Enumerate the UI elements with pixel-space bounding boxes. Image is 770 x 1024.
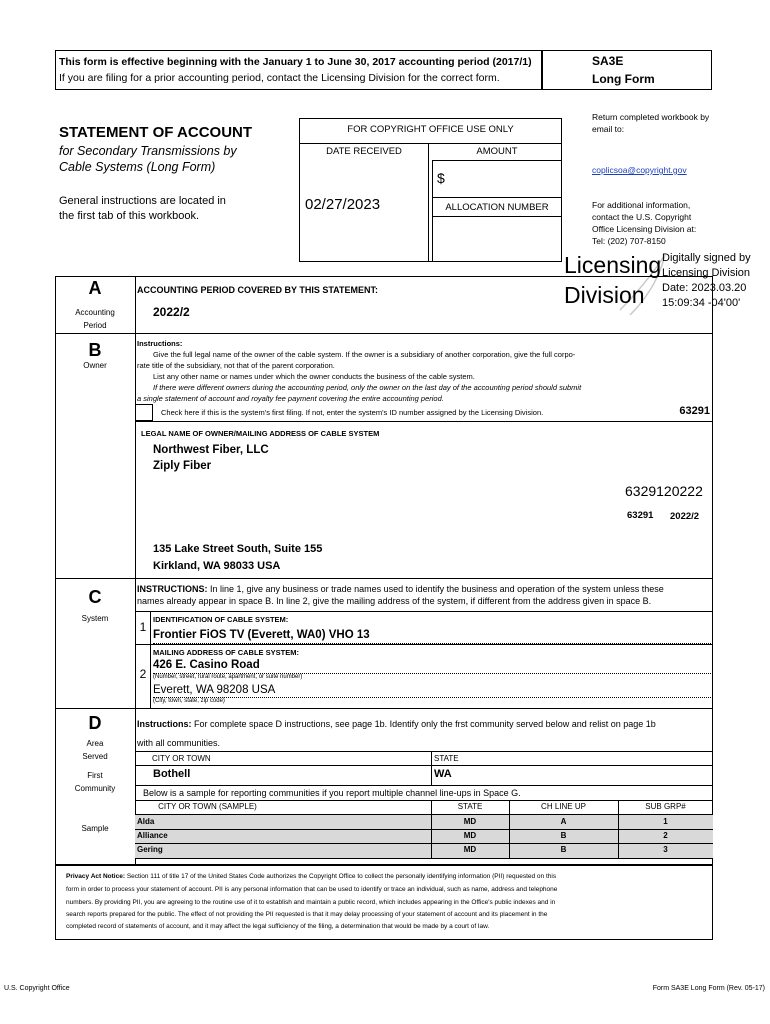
section-c-num-divider <box>150 611 151 708</box>
system-line-1-num: 1 <box>139 620 147 634</box>
section-c-mid-line <box>135 644 713 645</box>
first-filing-text: Check here if this is the system's first filing. If not, enter the system's ID number assigned by the Licensing Division. <box>161 408 544 417</box>
table-row-state: MD <box>463 817 477 826</box>
table-row-city: Alliance <box>137 831 168 840</box>
section-c-bottom <box>55 708 713 709</box>
section-a-label-1: Accounting <box>75 308 115 317</box>
section-a-bottom <box>55 333 713 334</box>
first-community-2: Community <box>74 784 116 793</box>
sample-note-line <box>135 800 713 801</box>
owner-id-small: 63291 <box>627 510 654 521</box>
return-line-2: email to: <box>592 124 625 134</box>
statement-subtitle-1: for Secondary Transmissions by <box>59 144 237 158</box>
allocation-label: ALLOCATION NUMBER <box>445 202 549 213</box>
table-row-city: Alda <box>137 817 155 826</box>
system-street[interactable]: 426 E. Casino Road <box>153 659 260 671</box>
form-code: SA3E <box>592 54 624 68</box>
left-label-column <box>135 276 136 865</box>
accounting-period-heading: ACCOUNTING PERIOD COVERED BY THIS STATEMENT: <box>137 285 379 295</box>
signature-detail-4: 15:09:34 -04'00' <box>662 297 741 309</box>
first-community-city[interactable]: Bothell <box>153 768 191 780</box>
owner-instructions-heading: Instructions: <box>137 339 183 348</box>
city-header: CITY OR TOWN <box>152 754 211 763</box>
signature-detail-2: Licensing Division <box>662 267 751 279</box>
form-name: Long Form <box>592 72 655 86</box>
effective-line-1: This form is effective beginning with the January 1 to June 30, 2017 accounting period (2017/1) <box>59 56 532 68</box>
table-row-chlineup: A <box>560 817 567 826</box>
owner-instr-1: Give the full legal name of the owner of the cable system. If the owner is a subsidiary of another corporation, give the full corpo- <box>153 350 576 359</box>
table-row-subgrp: 3 <box>663 845 668 854</box>
table-row-subgrp: 2 <box>663 831 668 840</box>
effective-line-2: If you are filing for a prior accounting period, contact the Licensing Division for the correct form. <box>59 72 500 84</box>
privacy-line-4: search reports prepared for the public. The effect of not providing the PII requested is that it may delay processing of your statement of account and its placement in the <box>66 911 548 918</box>
table-row-subgrp: 1 <box>663 817 668 826</box>
contact-line-1: For additional information, <box>592 200 691 210</box>
office-use-box <box>299 118 562 262</box>
first-filing-checkbox[interactable] <box>135 404 153 421</box>
general-instructions-1: General instructions are located in <box>59 195 226 207</box>
system-id-value[interactable]: 63291 <box>679 405 710 417</box>
system-instructions-1 <box>137 584 664 594</box>
section-b-letter: B <box>88 340 102 360</box>
table-row-state: MD <box>463 831 477 840</box>
section-c-label: System <box>81 614 109 623</box>
section-b-bottom <box>55 578 713 579</box>
sample-header-subgrp: SUB GRP# <box>645 802 686 811</box>
return-email-link[interactable]: coplicsoa@copyright.gov <box>592 165 687 175</box>
date-received-label: DATE RECEIVED <box>326 146 402 157</box>
system-instructions-2: names already appear in space B. In line 2, give the mailing address of the system, if different from the address given in space B. <box>137 596 652 606</box>
mailing-heading: MAILING ADDRESS OF CABLE SYSTEM: <box>153 648 299 657</box>
barcode-number: 6329120222 <box>625 483 703 499</box>
sample-label: Sample <box>81 824 109 833</box>
return-line-1: Return completed workbook by <box>592 112 710 122</box>
community-value-line <box>135 785 713 786</box>
section-c-instr-line <box>135 611 713 612</box>
first-community-1: First <box>87 771 103 780</box>
state-header: STATE <box>434 754 459 763</box>
table-row-city: Gering <box>137 845 163 854</box>
amount-header-line <box>432 160 562 161</box>
area-instructions-bold: Instructions: <box>137 719 192 729</box>
system-instructions-text: In line 1, give any business or trade names used to identify the business and operation of the system unless these <box>207 584 664 594</box>
owner-period-small: 2022/2 <box>670 511 700 522</box>
owner-address-2[interactable]: Kirkland, WA 98033 USA <box>153 560 281 572</box>
table-row-chlineup: B <box>560 831 567 840</box>
owner-instr-2: rate title of the subsidiary, not that of the parent corporation. <box>137 361 335 370</box>
amount-label: AMOUNT <box>476 146 518 157</box>
sample-header-state: STATE <box>457 802 483 811</box>
privacy-text-1: Section 111 of title 17 of the United States Code authorizes the Copyright Office to collect the personally identifying information (PII) requested on this <box>125 873 557 880</box>
city-hint: (City, town, state, zip code) <box>153 698 225 704</box>
section-a-label-2: Period <box>83 321 107 330</box>
footer-left: U.S. Copyright Office <box>4 985 70 992</box>
date-received-value[interactable]: 02/27/2023 <box>305 196 381 213</box>
section-a-letter: A <box>88 278 102 298</box>
statement-subtitle-2: Cable Systems (Long Form) <box>59 160 216 174</box>
sample-row-line-2 <box>135 843 713 844</box>
allocation-underline <box>432 216 562 217</box>
system-id-heading: IDENTIFICATION OF CABLE SYSTEM: <box>153 615 289 624</box>
contact-line-4: Tel: (202) 707-8150 <box>592 236 666 246</box>
owner-dba[interactable]: Ziply Fiber <box>153 460 212 472</box>
footer-right: Form SA3E Long Form (Rev. 05-17) <box>652 985 765 992</box>
sample-header-city: CITY OR TOWN (SAMPLE) <box>158 802 257 811</box>
accounting-period-value[interactable]: 2022/2 <box>153 305 190 319</box>
owner-address-1[interactable]: 135 Lake Street South, Suite 155 <box>153 543 323 555</box>
signature-name-1: Licensing <box>564 252 662 278</box>
statement-title: STATEMENT OF ACCOUNT <box>59 124 253 141</box>
privacy-line-3: numbers. By providing PII, you are agreeing to the routine use of it to establish and maintain a public record, which includes appearing in the Office's public indexes and in <box>66 899 556 906</box>
table-row-chlineup: B <box>560 845 567 854</box>
table-row-state: MD <box>463 845 477 854</box>
amount-value[interactable]: $ <box>437 170 445 186</box>
contact-line-2: contact the U.S. Copyright <box>592 212 692 222</box>
area-instructions-1 <box>137 719 656 729</box>
owner-instr-4: If there were different owners during the accounting period, only the owner on the last day of the accounting period should submit <box>153 383 582 392</box>
system-name[interactable]: Frontier FiOS TV (Everett, WA0) VHO 13 <box>153 629 370 641</box>
owner-name[interactable]: Northwest Fiber, LLC <box>153 444 269 456</box>
signature-detail-3: Date: 2023.03.20 <box>662 282 747 294</box>
signature-name-2: Division <box>564 282 645 308</box>
office-use-divider <box>299 143 562 144</box>
first-filing-line <box>135 421 713 422</box>
legal-name-heading: LEGAL NAME OF OWNER/MAILING ADDRESS OF CABLE SYSTEM <box>141 429 380 438</box>
section-d-label-2: Served <box>82 752 108 761</box>
privacy-bold: Privacy Act Notice: <box>66 873 126 880</box>
system-city[interactable]: Everett, WA 98208 USA <box>153 684 276 696</box>
section-d-label-1: Area <box>86 739 104 748</box>
community-header-line <box>135 765 713 766</box>
area-instructions-text: For complete space D instructions, see page 1b. Identify only the frst community served below and relist on page 1b <box>191 719 656 729</box>
street-hint: (Number, street, rural route, apartment, or suite number) <box>153 674 303 680</box>
general-instructions-2: the first tab of this workbook. <box>59 210 200 222</box>
sample-row-line-1 <box>135 829 713 830</box>
sample-row-line-3 <box>135 858 713 859</box>
section-c-letter: C <box>88 587 102 607</box>
first-community-state[interactable]: WA <box>434 768 452 780</box>
area-instructions-2: with all communities. <box>137 738 221 748</box>
system-instructions-bold: INSTRUCTIONS: <box>137 584 208 594</box>
sample-note: Below is a sample for reporting communities if you report multiple channel line-ups in Space G. <box>143 788 521 798</box>
privacy-line-5: completed record of statements of account, and it may affect the legal sufficiency of the filing, a determination that would be made by a court of law. <box>66 923 490 930</box>
sample-header-chlineup: CH LINE UP <box>541 802 586 811</box>
owner-instr-3: List any other name or names under which the owner conducts the business of the cable system. <box>153 372 475 381</box>
city-line <box>153 697 711 698</box>
community-top-line <box>135 751 713 752</box>
section-b-label: Owner <box>83 361 107 370</box>
privacy-line-2: form in order to process your statement of account. PII is any personal information that can be used to identify or trace an individual, such as name, address and telephone <box>66 886 558 893</box>
section-d-letter: D <box>88 713 102 733</box>
office-use-title: FOR COPYRIGHT OFFICE USE ONLY <box>347 124 514 135</box>
owner-instr-5: a single statement of account and royalty fee payment covering the entire accounting period. <box>137 394 444 403</box>
system-line-2-num: 2 <box>139 667 147 681</box>
community-state-divider <box>431 751 432 785</box>
signature-detail-1: Digitally signed by <box>662 252 751 264</box>
allocation-line <box>432 197 562 198</box>
contact-line-3: Office Licensing Division at: <box>592 224 697 234</box>
office-use-vdivider-1 <box>428 143 429 262</box>
privacy-line-1 <box>66 873 556 880</box>
